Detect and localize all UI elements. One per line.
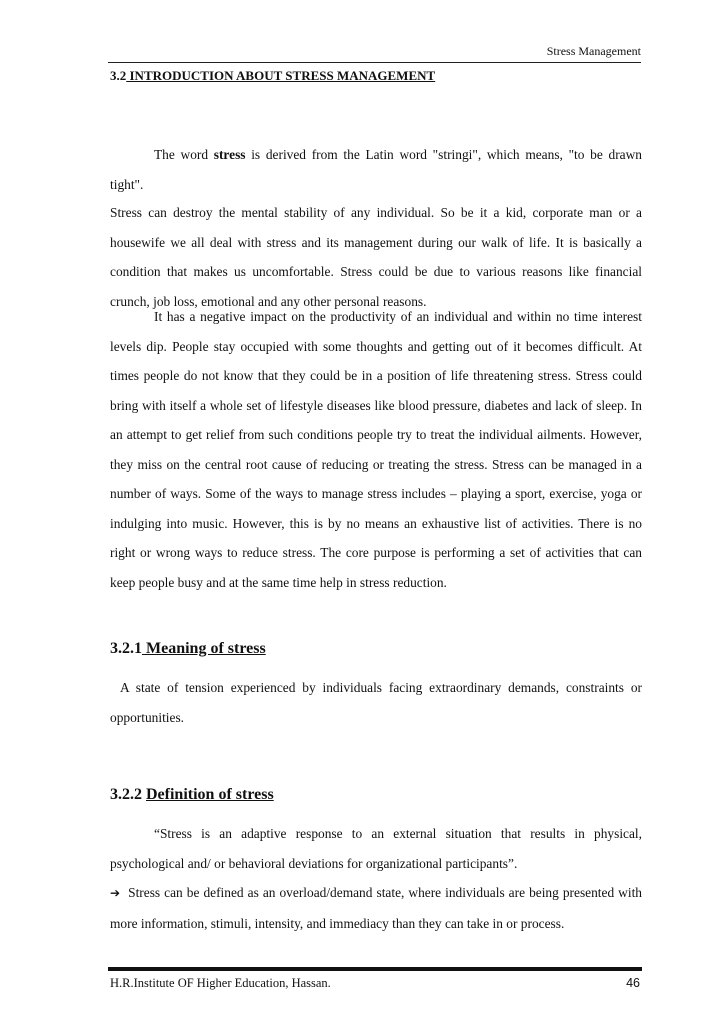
definition-title: Definition of stress xyxy=(146,786,274,803)
definition-number: 3.2.2 xyxy=(110,786,142,803)
arrow-icon: ➔ xyxy=(110,886,121,900)
meaning-title: Meaning of stress xyxy=(146,640,266,657)
footer-institute: H.R.Institute OF Higher Education, Hassan. xyxy=(110,976,331,990)
definition-heading xyxy=(110,786,274,804)
section-number: 3.2 xyxy=(110,68,127,83)
page-number: 46 xyxy=(626,976,640,990)
meaning-text: A state of tension experienced by individuals facing extraordinary demands, constraints or opportunities. xyxy=(110,680,642,725)
section-title-text: INTRODUCTION ABOUT STRESS MANAGEMENT xyxy=(129,68,436,83)
intro-paragraph-3: It has a negative impact on the productivity of an individual and within no time interest levels dip. People stay occupied with some thoughts and getting out of it becomes difficult. At times people do not know that they could be in a position of life threatening stress. Stress could bring with itself a whole set of lifestyle diseases like blood pressure, diabetes and lack of sleep. In an attempt to get relief from such conditions people try to treat the individual ailments. However, they miss on the central root cause of reducing or treating the stress. Stress can be managed in a number of ways. Some of the ways to manage stress includes – playing a sport, exercise, yoga or indulging into music. However, this is by no means an exhaustive list of activities. There is no right or wrong ways to reduce stress. The core purpose is performing a set of activities that can keep people busy and at the same time help in stress reduction. xyxy=(110,309,642,590)
meaning-number: 3.2.1 xyxy=(110,640,142,657)
intro-p1-bold: stress xyxy=(213,147,246,162)
definition-quote: “Stress is an adaptive response to an external situation that results in physical, psychological and/ or behavioral deviations for organizational participants”. xyxy=(110,826,642,871)
intro-paragraph-1 xyxy=(110,140,642,199)
intro-paragraph-2: Stress can destroy the mental stability of any individual. So be it a kid, corporate man or a housewife we all deal with stress and its management during our walk of life. It is basically a condition that makes us uncomfortable. Stress could be due to various reasons like financial crunch, job loss, emotional and any other personal reasons. xyxy=(110,205,642,309)
intro-p1-start: The word xyxy=(154,147,214,162)
footer-rule xyxy=(108,967,642,971)
intro-p1-end: is derived from the Latin word "stringi", which means, "to be drawn tight". xyxy=(110,147,642,192)
definition-bullet-text: Stress can be defined as an overload/demand state, where individuals are being presented with more information, stimuli, intensity, and immediacy than they can take in or process. xyxy=(110,885,642,931)
definition-bullet xyxy=(110,878,642,938)
meaning-heading xyxy=(110,640,266,658)
header-rule xyxy=(108,62,641,63)
running-header: Stress Management xyxy=(546,44,641,58)
section-title xyxy=(110,68,435,84)
